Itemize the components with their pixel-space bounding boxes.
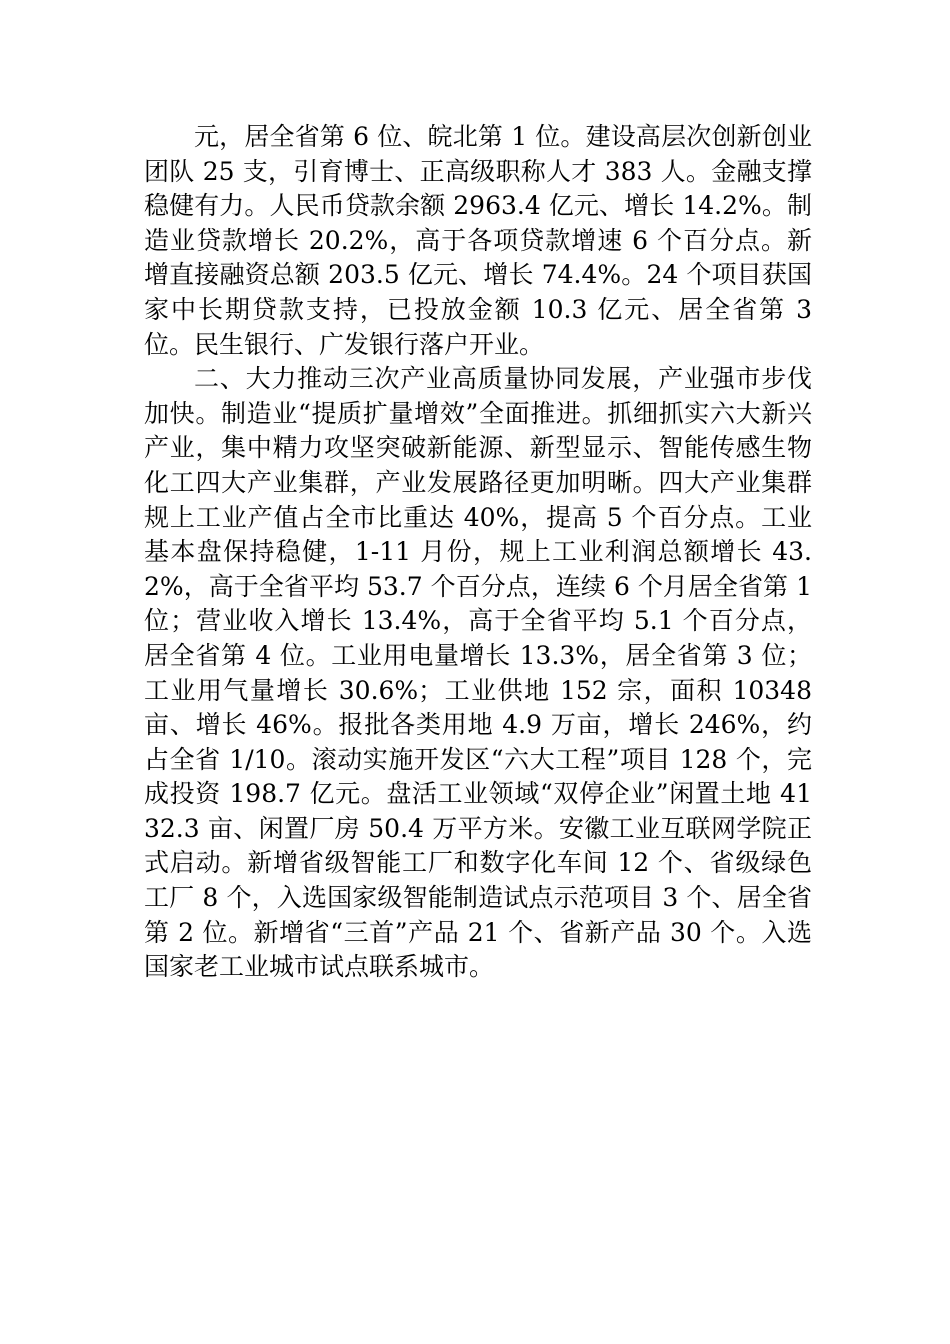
- document-page: [144, 120, 812, 985]
- paragraph-1: 元，居全省第 6 位、皖北第 1 位。建设高层次创新创业团队 25 支，引育博士、正高级职称人才 383 人。金融支撑稳健有力。人民币贷款余额 2963.4 亿元、增长 14.2%。制造业贷款增长 20.2%，高于各项贷款增速 6 个百分点。新增直接融资总额 203.5 亿元、增长 74.4%。24 个项目获国家中长期贷款支持，已投放金额 10.3 亿元、居全省第 3 位。民生银行、广发银行落户开业。: [144, 122, 812, 359]
- paragraph-2: 二、大力推动三次产业高质量协同发展，产业强市步伐加快。制造业“提质扩量增效”全面推进。抓细抓实六大新兴产业，集中精力攻坚突破新能源、新型显示、智能传感生物化工四大产业集群，产业发展路径更加明晰。四大产业集群规上工业产值占全市比重达 40%，提高 5 个百分点。工业基本盘保持稳健，1-11 月份，规上工业利润总额增长 43.2%，高于全省平均 53.7 个百分点，连续 6 个月居全省第 1 位；营业收入增长 13.4%，高于全省平均 5.1 个百分点，居全省第 4 位。工业用电量增长 13.3%，居全省第 3 位；工业用气量增长 30.6%；工业供地 152 宗，面积 10348 亩、增长 46%。报批各类用地 4.9 万亩，增长 246%，约占全省 1/10。滚动实施开发区“六大工程”项目 128 个，完成投资 198.7 亿元。盘活工业领域“双停企业”闲置土地 4132.3 亩、闲置厂房 50.4 万平方米。安徽工业互联网学院正式启动。新增省级智能工厂和数字化车间 12 个、省级绿色工厂 8 个，入选国家级智能制造试点示范项目 3 个、居全省第 2 位。新增省“三首”产品 21 个、省新产品 30 个。入选国家老工业城市试点联系城市。: [144, 364, 812, 982]
